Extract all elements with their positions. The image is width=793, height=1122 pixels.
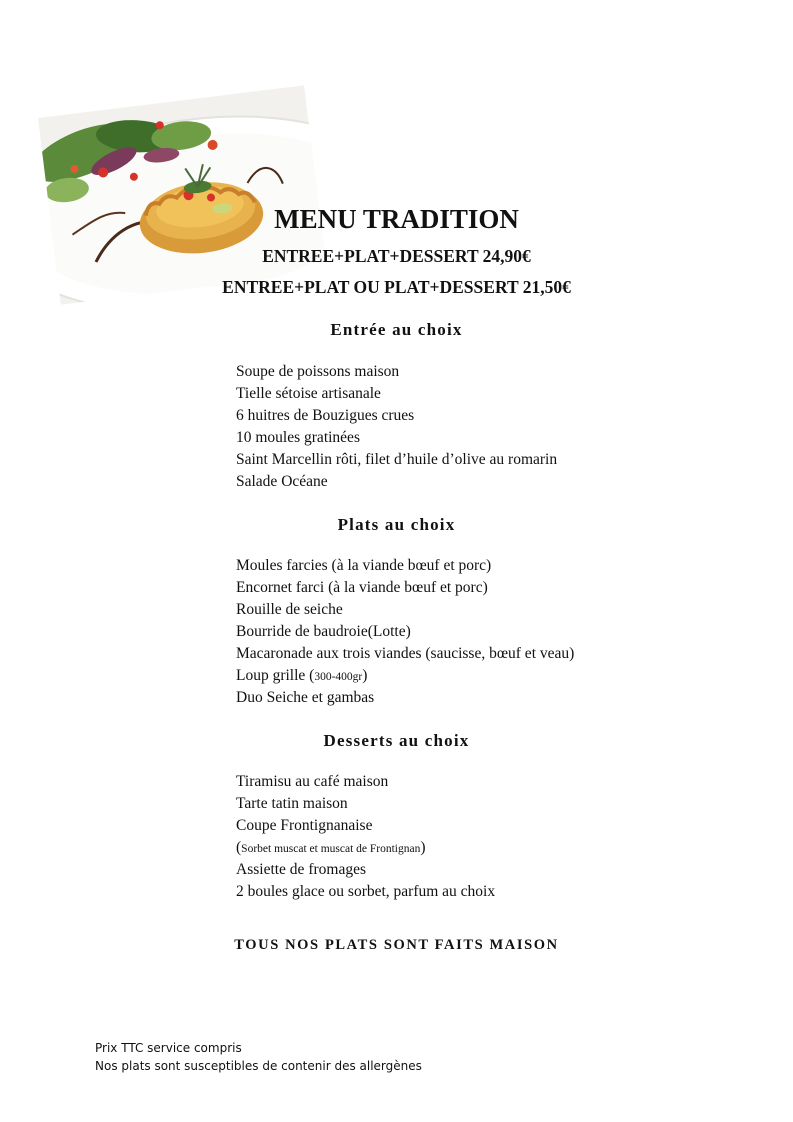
list-item: Moules farcies (à la viande bœuf et porc) (236, 557, 492, 574)
menu-title: MENU TRADITION (274, 204, 519, 234)
food-photo-illustration (38, 85, 327, 304)
list-item: Tielle sétoise artisanale (236, 385, 381, 402)
desserts-heading: Desserts au choix (323, 731, 470, 750)
allergen-note: Nos plats sont susceptibles de contenir des allergènes (95, 1059, 422, 1073)
list-item: Assiette de fromages (236, 861, 366, 878)
food-photo (38, 85, 327, 304)
entrees-heading: Entrée au choix (330, 320, 463, 339)
list-item-coupe-detail (236, 837, 495, 859)
price-note: Prix TTC service compris (95, 1041, 242, 1055)
list-item-loup (236, 665, 574, 687)
formula-full-price: ENTREE+PLAT+DESSERT 24,90€ (262, 246, 531, 266)
list-item: 6 huitres de Bouzigues crues (236, 407, 415, 424)
list-item: 10 moules gratinées (236, 429, 360, 446)
list-item: Duo Seiche et gambas (236, 689, 375, 706)
plats-heading: Plats au choix (337, 515, 456, 534)
list-item: Macaronade aux trois viandes (saucisse, bœuf et veau) (236, 645, 575, 662)
loup-weight: 300-400gr (314, 671, 363, 683)
list-item: Coupe Frontignanaise (236, 817, 373, 834)
entrees-list (236, 361, 557, 493)
list-item: Soupe de poissons maison (236, 363, 400, 380)
loup-label: Loup grille ( (236, 667, 315, 684)
list-item: Encornet farci (à la viande bœuf et porc) (236, 579, 488, 596)
list-item: 2 boules glace ou sorbet, parfum au choix (236, 883, 496, 900)
loup-close: ) (362, 667, 368, 684)
list-item: Tiramisu au café maison (236, 773, 389, 790)
list-item: Rouille de seiche (236, 601, 343, 618)
list-item: Tarte tatin maison (236, 795, 348, 812)
plats-list (236, 555, 574, 709)
homemade-statement: TOUS NOS PLATS SONT FAITS MAISON (234, 937, 559, 953)
list-item: Saint Marcellin rôti, filet d’huile d’olive au romarin (236, 451, 558, 468)
list-item: Bourride de baudroie(Lotte) (236, 623, 411, 640)
list-item: Salade Océane (236, 473, 328, 490)
coupe-open: ( (236, 839, 242, 856)
coupe-close: ) (420, 839, 426, 856)
coupe-detail: Sorbet muscat et muscat de Frontignan (241, 843, 421, 855)
formula-two-course-price: ENTREE+PLAT OU PLAT+DESSERT 21,50€ (222, 277, 571, 297)
desserts-list (236, 771, 495, 903)
